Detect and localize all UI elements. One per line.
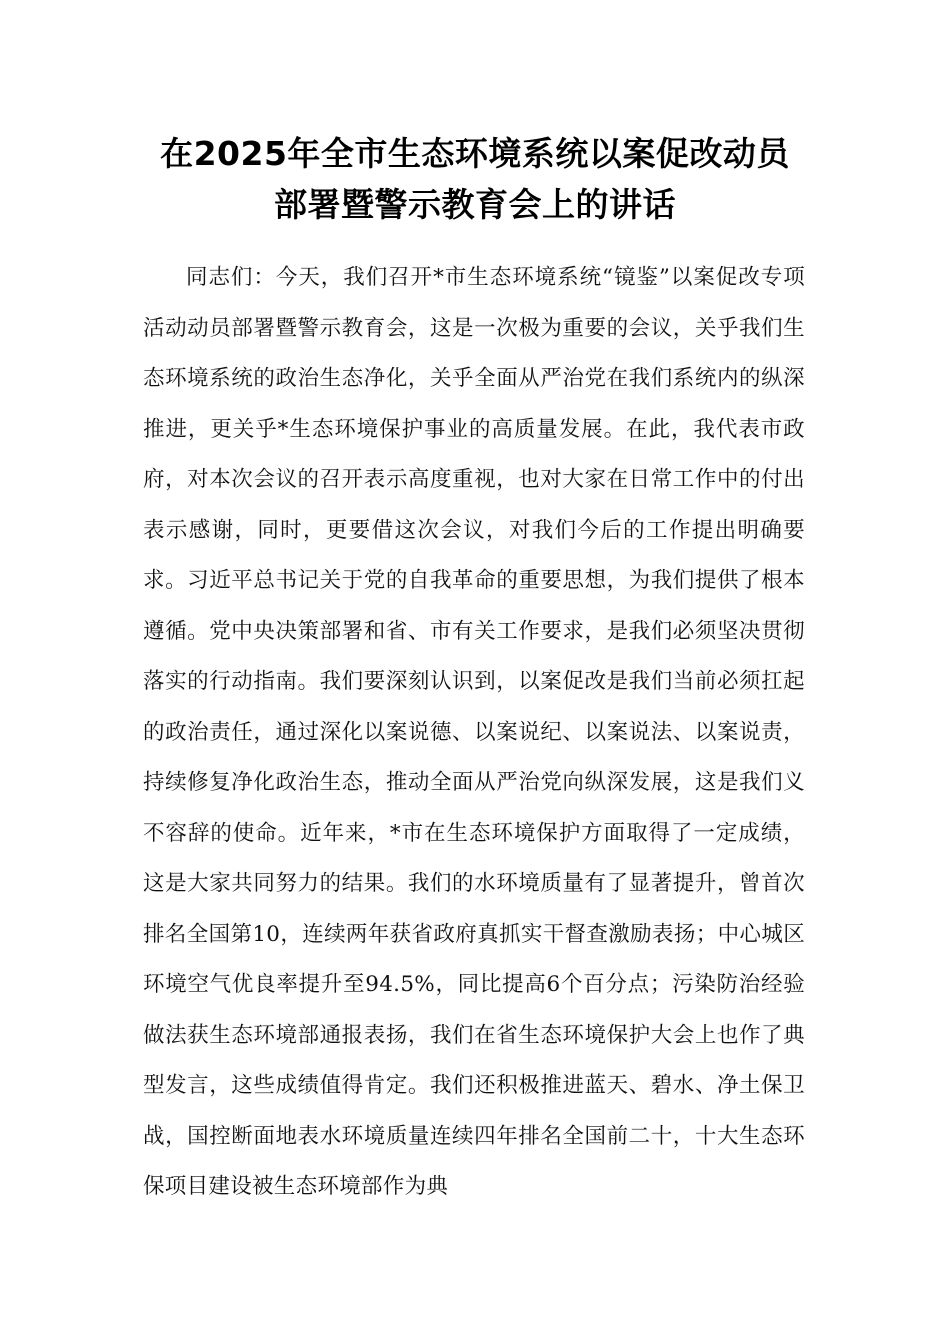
body-paragraph: 同志们：今天，我们召开*市生态环境系统“镜鉴”以案促改专项活动动员部署暨警示教育会，这是一次极为重要的会议，关乎我们生态环境系统的政治生态净化，关乎全面从严治党在我们系统内的纵深推进，更关乎*生态环境保护事业的高质量发展。在此，我代表市政府，对本次会议的召开表示高度重视，也对大家在日常工作中的付出表示感谢，同时，更要借这次会议，对我们今后的工作提出明确要求。习近平总书记关于党的自我革命的重要思想，为我们提供了根本遵循。党中央决策部署和省、市有关工作要求，是我们必须坚决贯彻落实的行动指南。我们要深刻认识到，以案促改是我们当前必须扛起的政治责任，通过深化以案说德、以案说纪、以案说法、以案说责，持续修复净化政治生态，推动全面从严治党向纵深发展，这是我们义不容辞的使命。近年来，*市在生态环境保护方面取得了一定成绩，这是大家共同努力的结果。我们的水环境质量有了显著提升，曾首次排名全国第10，连续两年获省政府真抓实干督查激励表扬；中心城区环境空气优良率提升至94.5%，同比提高6个百分点；污染防治经验做法获生态环境部通报表扬，我们在省生态环境保护大会上也作了典型发言，这些成绩值得肯定。我们还积极推进蓝天、碧水、净土保卫战，国控断面地表水环境质量连续四年排名全国前二十，十大生态环保项目建设被生态环境部作为典: [143, 265, 805, 1199]
document-title: [100, 128, 850, 230]
title-line-2: 部署暨警示教育会上的讲话: [274, 185, 676, 224]
title-line-1: 在2025年全市生态环境系统以案促改动员: [160, 134, 790, 173]
